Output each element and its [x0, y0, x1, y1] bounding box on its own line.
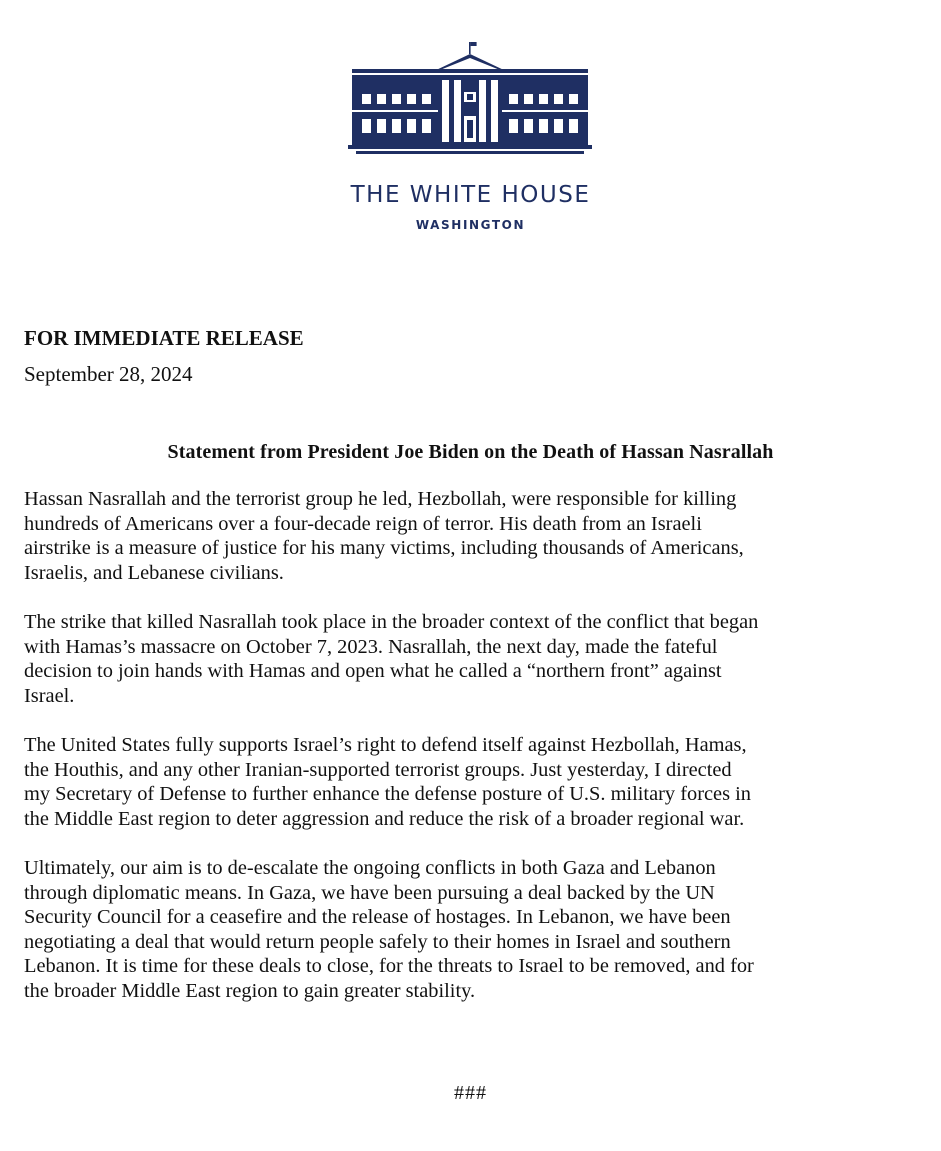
text-line: hundreds of Americans over a four-decade reign of terror. His death from an Israeli — [24, 512, 702, 535]
org-name: THE WHITE HOUSE — [350, 182, 591, 208]
text-line: decision to join hands with Hamas and open what he called a “northern front” against — [24, 660, 722, 683]
text-line: with Hamas’s massacre on October 7, 2023. Nasrallah, the next day, made the fateful — [24, 635, 718, 658]
release-date: September 28, 2024 — [24, 362, 193, 386]
org-subtitle: WASHINGTON — [415, 218, 526, 232]
paragraph — [24, 733, 919, 831]
end-mark: ### — [454, 1082, 487, 1104]
text-line: The United States fully supports Israel’s right to defend itself against Hezbollah, Hamas, — [24, 733, 747, 756]
text-line: my Secretary of Defense to further enhance the defense posture of U.S. military forces in — [24, 783, 751, 806]
text-line: Israelis, and Lebanese civilians. — [24, 561, 284, 584]
white-house-building-icon — [348, 40, 592, 156]
text-line: the Houthis, and any other Iranian-supported terrorist groups. Just yesterday, I directed — [24, 758, 732, 781]
text-line: airstrike is a measure of justice for his many victims, including thousands of Americans, — [24, 537, 744, 560]
text-line: The strike that killed Nasrallah took place in the broader context of the conflict that began — [24, 610, 759, 633]
paragraph — [24, 856, 919, 1004]
text-line: negotiating a deal that would return people safely to their homes in Israel and southern — [24, 930, 731, 953]
text-line: the broader Middle East region to gain greater stability. — [24, 979, 476, 1002]
paragraph — [24, 487, 919, 585]
release-label: FOR IMMEDIATE RELEASE — [24, 326, 304, 350]
paragraph — [24, 610, 919, 708]
text-line: Israel. — [24, 684, 75, 707]
text-line: Lebanon. It is time for these deals to close, for the threats to Israel to be removed, and for — [24, 955, 754, 978]
text-line: the Middle East region to deter aggression and reduce the risk of a broader regional war. — [24, 807, 745, 830]
text-line: Security Council for a ceasefire and the release of hostages. In Lebanon, we have been — [24, 906, 731, 929]
statement-body — [24, 487, 919, 1028]
text-line: Ultimately, our aim is to de-escalate the ongoing conflicts in both Gaza and Lebanon — [24, 856, 716, 879]
text-line: through diplomatic means. In Gaza, we have been pursuing a deal backed by the UN — [24, 881, 715, 904]
text-line: Hassan Nasrallah and the terrorist group he led, Hezbollah, were responsible for killing — [24, 488, 737, 510]
statement-title: Statement from President Joe Biden on the Death of Hassan Nasrallah — [167, 441, 774, 463]
